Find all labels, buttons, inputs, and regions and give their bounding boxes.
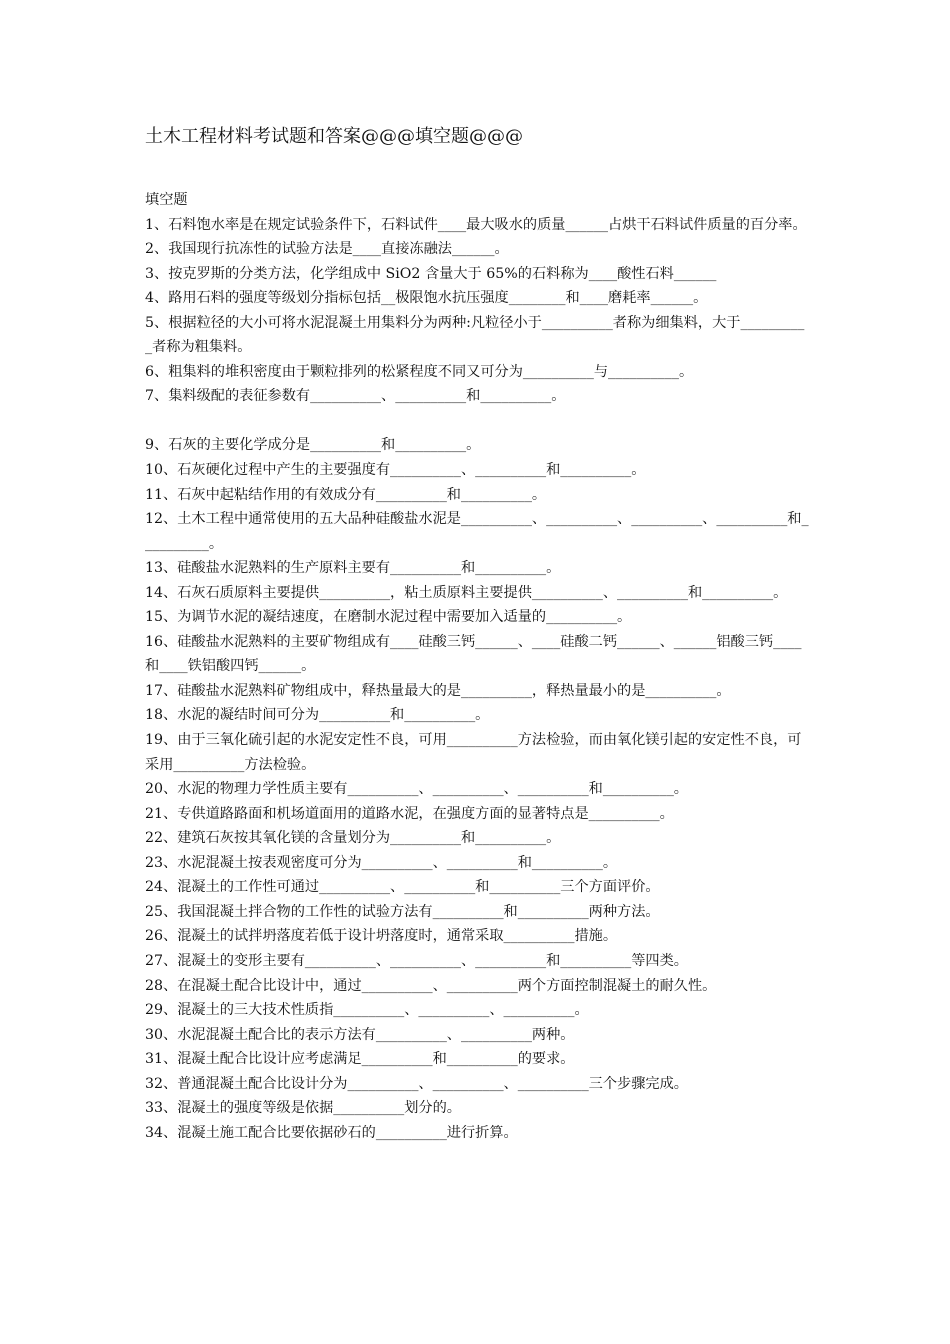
question-item: 10、石灰硬化过程中产生的主要强度有__________、__________和__________。 xyxy=(145,462,646,479)
question-item: 16、硅酸盐水泥熟料的主要矿物组成有____硅酸三钙______、____硅酸二钙______、______铝酸三钙____和____铁铝酸四钙______。 xyxy=(145,633,802,675)
question-item: 24、混凝土的工作性可通过__________、__________和__________三个方面评价。 xyxy=(145,879,660,896)
question-list xyxy=(145,213,810,1146)
question-item: 29、混凝土的三大技术性质指__________、__________、__________。 xyxy=(145,1002,589,1019)
question-item: 6、粗集料的堆积密度由于颗粒排列的松紧程度不同又可分为__________与__________。 xyxy=(145,363,694,380)
question-item: 17、硅酸盐水泥熟料矿物组成中，释热量最大的是__________，释热量最小的是__________。 xyxy=(145,682,731,699)
question-item: 9、石灰的主要化学成分是__________和__________。 xyxy=(145,437,481,454)
question-item: 2、我国现行抗冻性的试验方法是____直接冻融法______。 xyxy=(145,241,509,258)
question-item: 1、石料饱水率是在规定试验条件下，石料试件____最大吸水的质量______占烘干石料试件质量的百分率。 xyxy=(145,216,807,233)
question-item: 30、水泥混凝土配合比的表示方法有__________、__________两种。 xyxy=(145,1026,575,1043)
question-item: 13、硅酸盐水泥熟料的生产原料主要有__________和__________。 xyxy=(145,560,561,577)
question-item: 20、水泥的物理力学性质主要有__________、__________、__________和__________。 xyxy=(145,781,688,798)
question-item: 15、为调节水泥的凝结速度，在磨制水泥过程中需要加入适量的__________。 xyxy=(145,609,632,626)
document-title: 土木工程材料考试题和答案@@@填空题@@@ xyxy=(145,126,523,147)
question-item: 4、路用石料的强度等级划分指标包括__极限饱水抗压强度________和____磨耗率______。 xyxy=(145,290,708,307)
question-item: 19、由于三氧化硫引起的水泥安定性不良，可用__________方法检验，而由氧化镁引起的安定性不良，可采用__________方法检验。 xyxy=(145,732,802,773)
question-item: 3、按克罗斯的分类方法，化学组成中 SiO2 含量大于 65%的石料称为____酸性石料______ xyxy=(145,265,717,282)
section-heading: 填空题 xyxy=(145,192,188,208)
question-item: 26、混凝土的试拌坍落度若低于设计坍落度时，通常采取__________措施。 xyxy=(145,928,618,945)
document-body xyxy=(145,188,810,1145)
question-item: 18、水泥的凝结时间可分为__________和__________。 xyxy=(145,707,490,724)
question-item: 33、混凝土的强度等级是依据__________划分的。 xyxy=(145,1100,461,1117)
question-item: 27、混凝土的变形主要有__________、__________、__________和__________等四类。 xyxy=(145,952,688,969)
question-item: 12、土木工程中通常使用的五大品种硅酸盐水泥是__________、__________、__________、__________和__________。 xyxy=(145,511,809,552)
question-item: 11、石灰中起粘结作用的有效成分有__________和__________。 xyxy=(145,486,547,503)
question-item: 31、混凝土配合比设计应考虑满足__________和__________的要求。 xyxy=(145,1051,575,1068)
question-item: 21、专供道路路面和机场道面用的道路水泥，在强度方面的显著特点是__________。 xyxy=(145,805,674,822)
question-item: 32、普通混凝土配合比设计分为__________、__________、__________三个步骤完成。 xyxy=(145,1075,688,1092)
question-item: 7、集料级配的表征参数有__________、__________和__________。 xyxy=(145,388,566,405)
question-item: 25、我国混凝土拌合物的工作性的试验方法有__________和__________两种方法。 xyxy=(145,903,660,920)
blank-line xyxy=(145,409,810,434)
question-item: 22、建筑石灰按其氧化镁的含量划分为__________和__________。 xyxy=(145,830,561,847)
question-item: 28、在混凝土配合比设计中，通过__________、__________两个方面控制混凝土的耐久性。 xyxy=(145,977,717,994)
question-item: 23、水泥混凝土按表观密度可分为__________、__________和__________。 xyxy=(145,854,618,871)
question-item: 5、根据粒径的大小可将水泥混凝土用集料分为两种:凡粒径小于__________者称为细集料，大于__________者称为粗集料。 xyxy=(145,314,805,356)
question-item: 14、石灰石质原料主要提供__________，粘土质原料主要提供__________、__________和__________。 xyxy=(145,584,788,601)
question-item: 34、混凝土施工配合比要依据砂石的__________进行折算。 xyxy=(145,1124,518,1141)
